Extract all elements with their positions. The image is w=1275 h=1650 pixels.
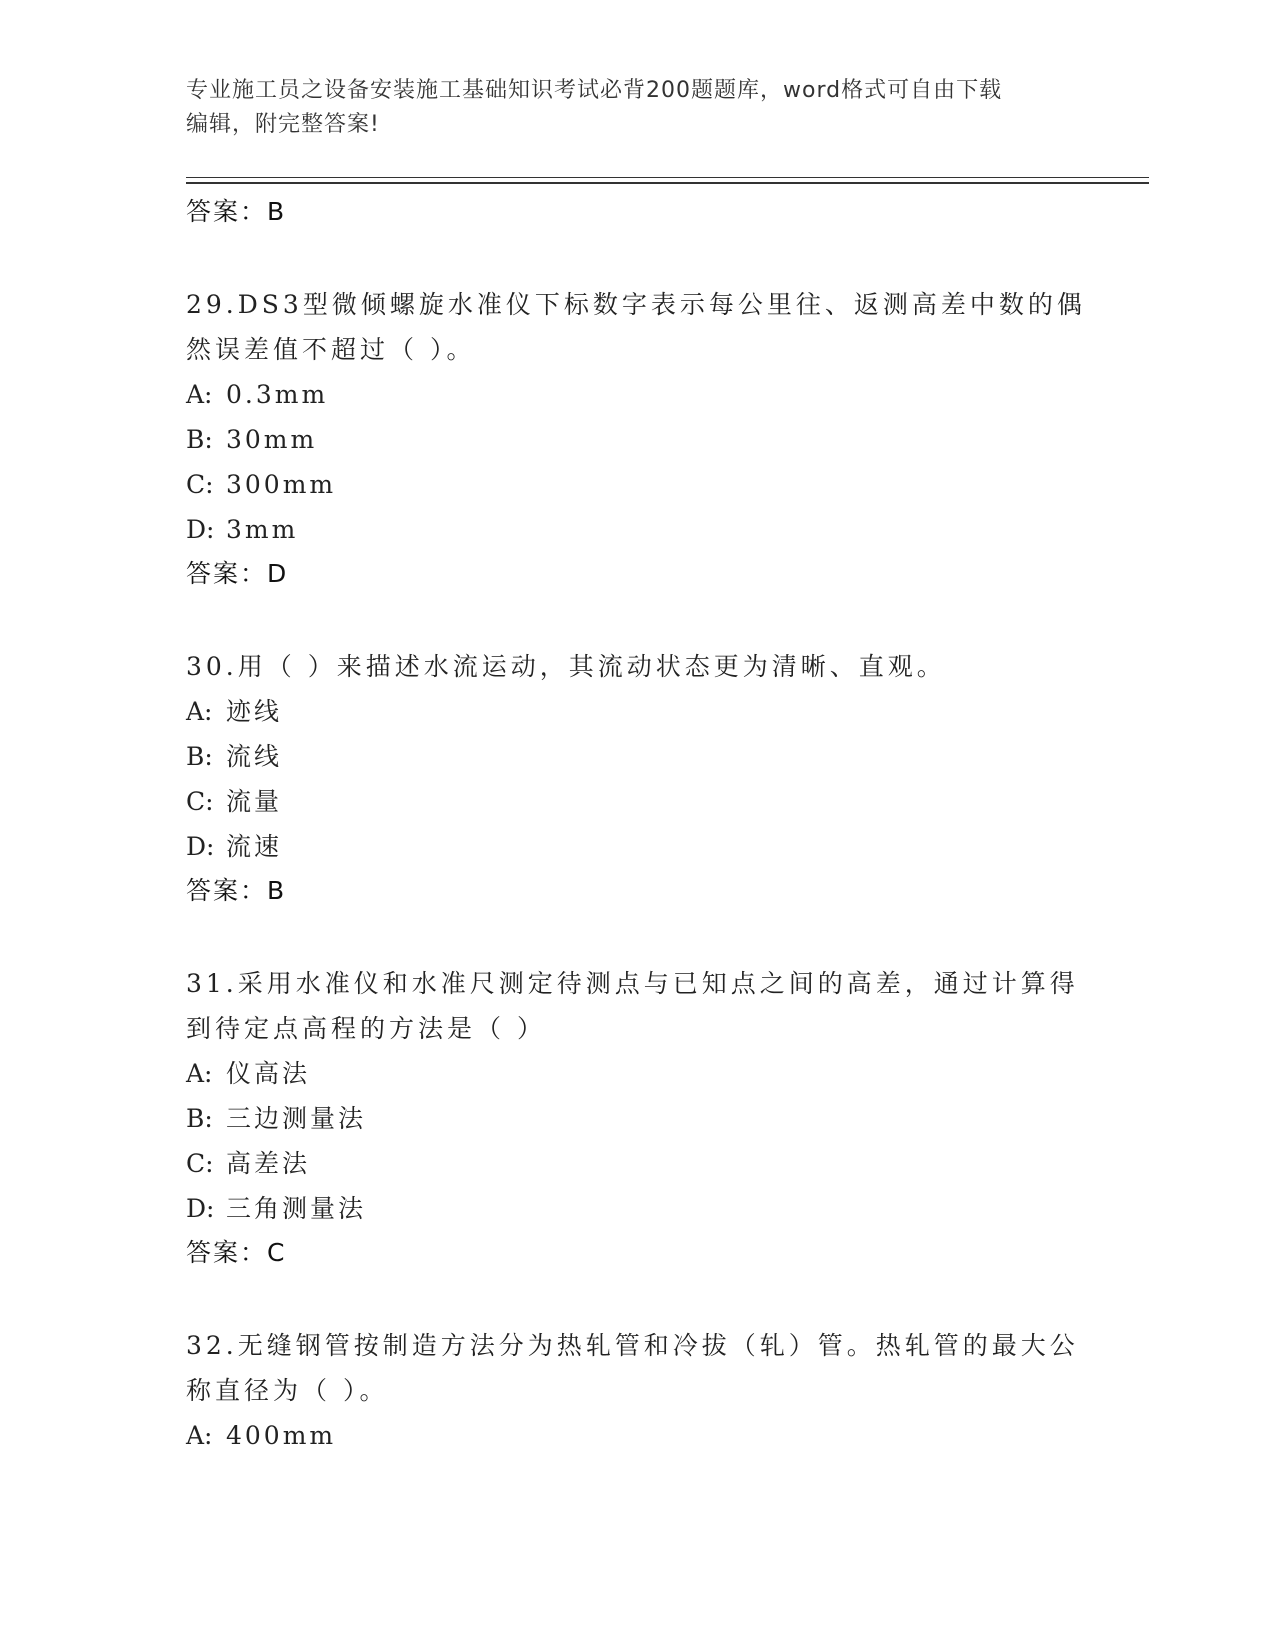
question-text	[186, 644, 1086, 689]
option-d	[186, 1186, 1086, 1231]
header-line-1: 专业施工员之设备安装施工基础知识考试必背200题题库，word格式可自由下载	[186, 78, 1003, 103]
option-letter: A:	[186, 1059, 213, 1088]
answer-line: 答案：D	[186, 559, 289, 588]
option-letter: B:	[186, 742, 213, 771]
question-32	[186, 1323, 1086, 1458]
option-letter: C:	[186, 1149, 214, 1178]
option-letter: D:	[186, 1194, 215, 1223]
option-letter: A:	[186, 697, 213, 726]
question-line: 31.采用水准仪和水准尺测定待测点与已知点之间的高差，通过计算得	[186, 969, 1079, 998]
option-letter: A:	[186, 380, 213, 409]
question-text	[186, 1323, 1086, 1413]
option-text: 0.3mm	[226, 380, 329, 409]
answer-line: 答案：C	[186, 1238, 287, 1267]
option-c	[186, 462, 1086, 507]
document-header	[186, 74, 1086, 142]
option-text: 流量	[226, 787, 283, 816]
option-d	[186, 507, 1086, 552]
question-text	[186, 961, 1086, 1051]
option-text: 流速	[226, 832, 283, 861]
option-text: 迹线	[226, 697, 283, 726]
answer-line: 答案：B	[186, 197, 287, 226]
question-text	[186, 282, 1086, 372]
option-a	[186, 1413, 1086, 1458]
question-31	[186, 961, 1086, 1275]
option-a	[186, 372, 1086, 417]
option-text: 30mm	[226, 425, 318, 454]
question-30	[186, 644, 1086, 913]
option-a	[186, 1051, 1086, 1096]
option-text: 流线	[226, 742, 283, 771]
option-letter: A:	[186, 1421, 213, 1450]
option-letter: B:	[186, 425, 213, 454]
header-divider-thick	[186, 182, 1149, 184]
option-letter: C:	[186, 470, 214, 499]
option-text: 3mm	[226, 515, 299, 544]
option-text: 仪高法	[226, 1059, 311, 1088]
option-b	[186, 734, 1086, 779]
option-text: 高差法	[226, 1149, 311, 1178]
option-d	[186, 824, 1086, 869]
option-c	[186, 1141, 1086, 1186]
answer-line: 答案：B	[186, 876, 287, 905]
option-letter: D:	[186, 832, 215, 861]
question-line: 32.无缝钢管按制造方法分为热轧管和冷拔（轧）管。热轧管的最大公	[186, 1331, 1079, 1360]
option-text: 400mm	[226, 1421, 337, 1450]
option-b	[186, 417, 1086, 462]
question-line: 29.DS3型微倾螺旋水准仪下标数字表示每公里往、返测高差中数的偶	[186, 290, 1086, 319]
option-letter: C:	[186, 787, 214, 816]
question-line: 然误差值不超过（ ）。	[186, 335, 476, 364]
header-divider-thin	[186, 177, 1149, 178]
option-letter: B:	[186, 1104, 213, 1133]
option-b	[186, 1096, 1086, 1141]
option-letter: D:	[186, 515, 215, 544]
question-29	[186, 282, 1086, 596]
header-line-2: 编辑，附完整答案!	[186, 112, 380, 137]
question-line: 称直径为（ ）。	[186, 1376, 389, 1405]
question-line: 30.用（ ）来描述水流运动，其流动状态更为清晰、直观。	[186, 652, 946, 681]
option-a	[186, 689, 1086, 734]
option-text: 三角测量法	[226, 1194, 367, 1223]
option-text: 三边测量法	[226, 1104, 367, 1133]
option-text: 300mm	[226, 470, 337, 499]
question-line: 到待定点高程的方法是（ ）	[186, 1014, 546, 1043]
option-c	[186, 779, 1086, 824]
document-body	[186, 190, 1086, 1458]
